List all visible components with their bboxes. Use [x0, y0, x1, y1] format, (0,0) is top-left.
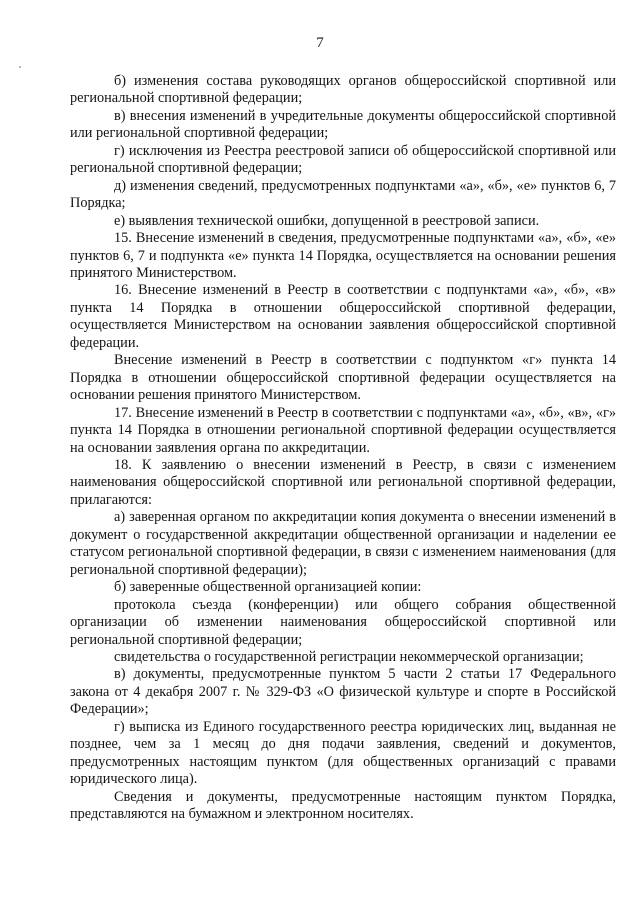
- paragraph: б) заверенные общественной организацией копии:: [114, 579, 422, 596]
- paragraph: свидетельства о государственной регистрации некоммерческой организации;: [114, 648, 584, 665]
- paragraph: 18. К заявлению о внесении изменений в Реестр, в связи с изменением наименования общероссийской спортивной или региональной спортивной федерации, прилагаются:: [70, 456, 616, 508]
- paragraph: протокола съезда (конференции) или общего собрания общественной организации об изменении наименования общероссийской спортивной или региональной спортивной федерации;: [70, 596, 616, 648]
- paragraph: г) исключения из Реестра реестровой записи об общероссийской спортивной или региональной спортивной федерации;: [70, 142, 616, 177]
- paragraph: в) внесения изменений в учредительные документы общероссийской спортивной или региональной спортивной федерации;: [70, 107, 616, 142]
- paragraph: г) выписка из Единого государственного реестра юридических лиц, выданная не позднее, чем за 1 месяц до дня подачи заявления, сведений и документов, предусмотренных настоящим пунктом (для общественных организаций с правами юридического лица).: [70, 718, 616, 788]
- paragraph: 17. Внесение изменений в Реестр в соответствии с подпунктами «а», «б», «в», «г» пункта 14 Порядка в отношении региональной спортивной федерации осуществляется на основании заявления органа по аккредитации.: [70, 404, 616, 456]
- paragraph: Внесение изменений в Реестр в соответствии с подпунктом «г» пункта 14 Порядка в отношении общероссийской спортивной федерации осуществляется на основании решения принятого Министерством.: [70, 352, 616, 404]
- paragraph: Сведения и документы, предусмотренные настоящим пунктом Порядка, представляются на бумажном и электронном носителях.: [70, 788, 616, 823]
- paragraph: 16. Внесение изменений в Реестр в соответствии с подпунктами «а», «б», «в» пункта 14 Порядка в отношении общероссийской спортивной федерации, осуществляется Министерством на основании заявления общероссийской спортивной федерации.: [70, 282, 616, 351]
- paragraph: е) выявления технической ошибки, допущенной в реестровой записи.: [114, 212, 540, 229]
- page-number: 7: [316, 35, 324, 51]
- paragraph: 15. Внесение изменений в сведения, предусмотренные подпунктами «а», «б», «е» пунктов 6, 7 и подпункта «е» пункта 14 Порядка, осуществляется на основании решения принятого Министерством.: [70, 230, 616, 281]
- paragraph: д) изменения сведений, предусмотренных подпунктами «а», «б», «е» пунктов 6, 7 Порядка;: [70, 177, 616, 212]
- paragraph: а) заверенная органом по аккредитации копия документа о внесении изменений в документ о государственной аккредитации общественной организации и наделении ее статусом региональной спортивной федерации, в связи с изменением наименования (для региональной спортивной федерации);: [70, 509, 616, 578]
- paragraph: б) изменения состава руководящих органов общероссийской спортивной или региональной спортивной федерации;: [70, 73, 616, 107]
- document-body: [70, 73, 616, 823]
- scan-speck: [19, 66, 21, 68]
- paragraph: в) документы, предусмотренные пунктом 5 части 2 статьи 17 Федерального закона от 4 декабря 2007 г. № 329-ФЗ «О физической культуре и спорте в Российской Федерации»;: [70, 666, 616, 718]
